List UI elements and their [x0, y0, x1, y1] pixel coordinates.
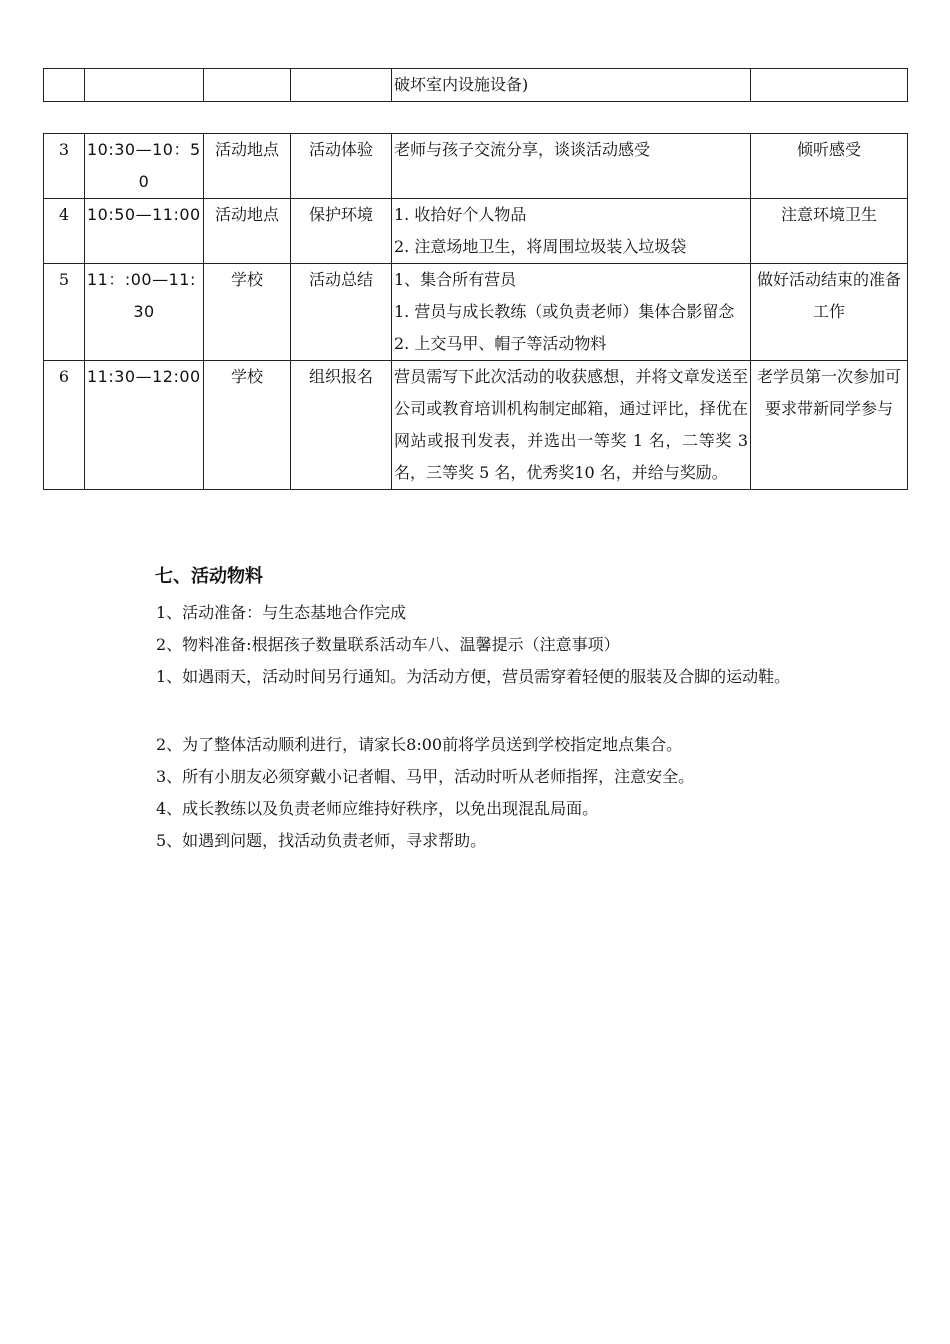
content-line: 营员需写下此次活动的收获感想，并将文章发送至公司或教育培训机构制定邮箱，通过评比，择优在网站或报刊发表，并选出一等奖 1 名，二等奖 3 名，三等奖 5 名，优秀奖10 名，并给与奖励。: [394, 367, 748, 482]
schedule-table-continued: [43, 68, 908, 102]
cell-note: 老学员第一次参加可要求带新同学参与: [751, 361, 908, 490]
cell-activity: 保护环境: [291, 199, 392, 264]
cell-time: [85, 134, 204, 199]
content-line: 2. 注意场地卫生，将周围垃圾装入垃圾袋: [394, 237, 687, 256]
table-row: [44, 264, 908, 361]
paragraph: 4、成长教练以及负责老师应维持好秩序，以免出现混乱局面。: [156, 799, 599, 818]
cell-activity: [291, 69, 392, 102]
content-line: 1. 收拾好个人物品: [394, 205, 527, 224]
cell-time: [85, 264, 204, 361]
cell-place: 学校: [204, 361, 291, 490]
cell-num: 4: [44, 199, 85, 264]
paragraph: 3、所有小朋友必须穿戴小记者帽、马甲，活动时听从老师指挥，注意安全。: [156, 767, 695, 786]
cell-time: [85, 69, 204, 102]
time-line: 10:30—10：5: [87, 140, 201, 159]
cell-place: 学校: [204, 264, 291, 361]
cell-content: [392, 134, 751, 199]
cell-num: 5: [44, 264, 85, 361]
cell-activity: 活动总结: [291, 264, 392, 361]
section-title: 七、活动物料: [155, 566, 263, 587]
content-line: 老师与孩子交流分享，谈谈活动感受: [394, 140, 651, 159]
cell-content: [392, 361, 751, 490]
cell-place: [204, 69, 291, 102]
cell-note: 注意环境卫生: [751, 199, 908, 264]
paragraph: 5、如遇到问题，找活动负责老师，寻求帮助。: [156, 831, 487, 850]
table-row: [44, 69, 908, 102]
schedule-table: [43, 133, 908, 490]
cell-place: 活动地点: [204, 199, 291, 264]
cell-place: 活动地点: [204, 134, 291, 199]
cell-content: [392, 199, 751, 264]
cell-time: [85, 199, 204, 264]
table-row: [44, 134, 908, 199]
paragraph: 1、活动准备：与生态基地合作完成: [156, 603, 407, 622]
cell-activity: 组织报名: [291, 361, 392, 490]
time-line: 10:50—11:00: [87, 205, 201, 224]
cell-note: 做好活动结束的准备工作: [751, 264, 908, 361]
cell-note: [751, 69, 908, 102]
paragraph: 2、为了整体活动顺利进行，请家长8:00前将学员送到学校指定地点集合。: [156, 735, 683, 754]
cell-content: 破坏室内设施设备): [392, 69, 751, 102]
cell-content: [392, 264, 751, 361]
paragraph: 1、如遇雨天，活动时间另行通知。为活动方便，营员需穿着轻便的服装及合脚的运动鞋。: [156, 667, 791, 686]
time-line: 30: [133, 302, 155, 321]
content-line: 1、集合所有营员: [394, 270, 517, 289]
cell-note: 倾听感受: [751, 134, 908, 199]
cell-num: 6: [44, 361, 85, 490]
cell-activity: 活动体验: [291, 134, 392, 199]
time-line: 11:30—12:00: [87, 367, 201, 386]
cell-num: [44, 69, 85, 102]
content-line: 1. 营员与成长教练（或负责老师）集体合影留念: [394, 302, 735, 321]
time-line: 0: [138, 172, 150, 191]
time-line: 11：:00—11:: [87, 270, 196, 289]
cell-time: [85, 361, 204, 490]
content-line: 2. 上交马甲、帽子等活动物料: [394, 334, 607, 353]
cell-num: 3: [44, 134, 85, 199]
table-row: [44, 361, 908, 490]
paragraph: 2、物料准备:根据孩子数量联系活动车八、温馨提示（注意事项）: [156, 635, 620, 654]
table-row: [44, 199, 908, 264]
